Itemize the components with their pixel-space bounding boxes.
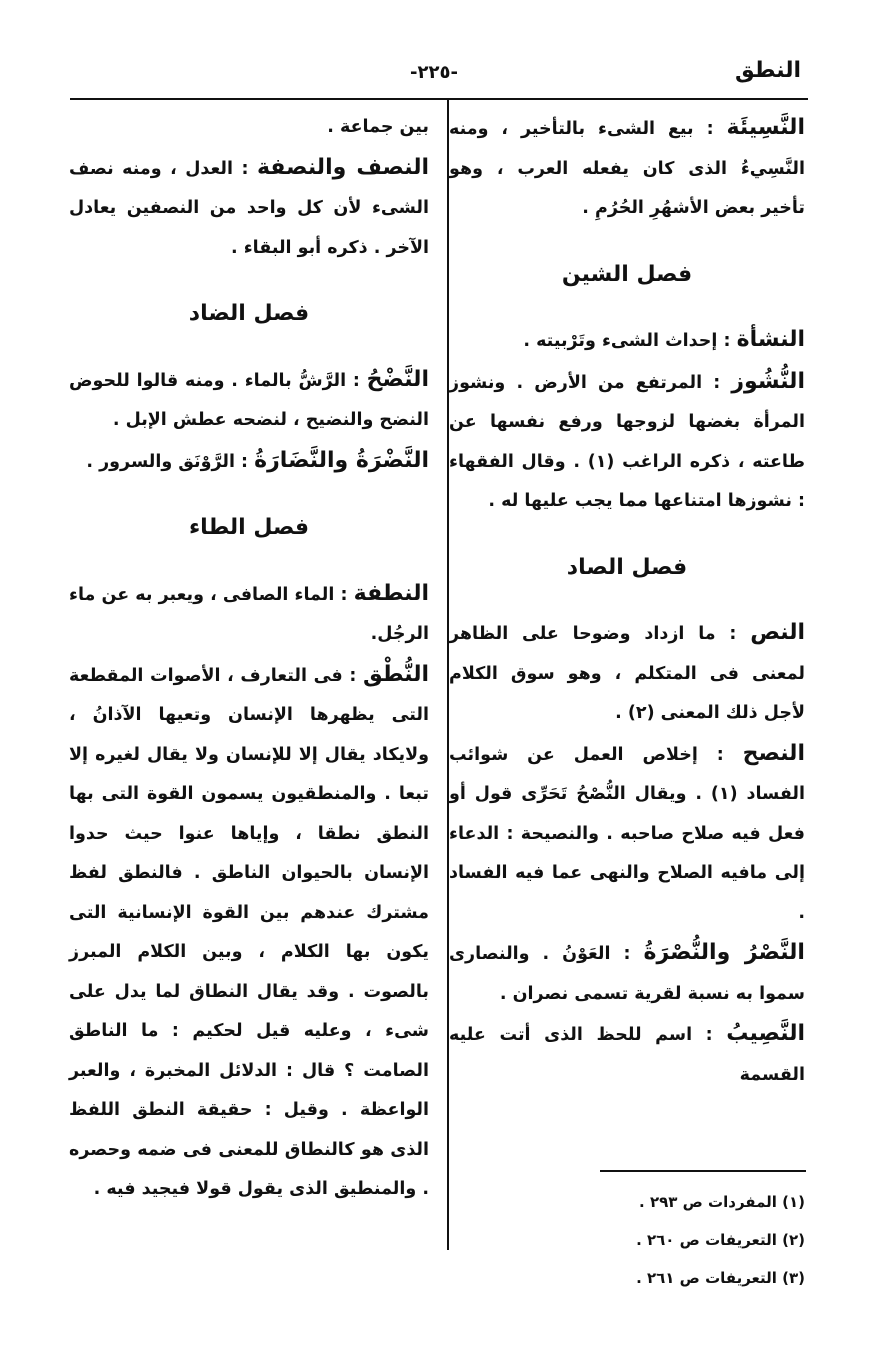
entry-text: : الرَّوْنَق والسرور . (86, 451, 255, 472)
left-column (69, 108, 429, 1210)
entry-term: النَّضْرَةُ والنَّضَارَةُ (254, 447, 429, 473)
entry-text: : العَوْنُ . والنصارى سموا به نسبة لقرية تسمى نصران . (449, 944, 805, 1004)
footnotes (465, 1183, 805, 1297)
footnote-rule (600, 1170, 806, 1172)
entry-text: : اسم للحظ الذى أتت عليه القسمة (449, 1025, 805, 1085)
entry-nasia (449, 108, 805, 229)
entry-text: : بيع الشىء بالتأخير ، ومنه النَّسِيءُ الذى كان يفعله العرب ، وهو تأخير بعض الأشهُرِ الحُرُمِ . (449, 119, 805, 218)
entry-text: : إخلاص العمل عن شوائب الفساد (١) . ويقال النُّصْحُ تَحَرِّى قول أو فعل فيه صلاح صاحبه . والنصيحة : الدعاء إلى مافيه الصلاح والنهى عما فيه الفساد . (449, 744, 805, 923)
entry-text: : الرَّشُّ بالماء . ومنه قالوا للحوض النضح والنضيح ، لنضحه عطش الإبل . (69, 370, 429, 430)
footnote: (٢) التعريفات ص ٢٦٠ . (636, 1231, 805, 1249)
header-rule (70, 98, 808, 100)
entry-nutfa (69, 574, 429, 655)
entry-term: النطفة (353, 580, 429, 606)
footnote: (١) المفردات ص ٢٩٣ . (639, 1193, 805, 1211)
entry-nush (449, 734, 805, 934)
section-heading-taa: فصل الطاء (188, 515, 310, 540)
entry-nashaa (449, 320, 805, 362)
entry-text: : الماء الصافى ، ويعبر به عن ماء الرجُل. (69, 584, 429, 644)
entry-term: النُّطْق (362, 661, 429, 687)
entry-nushuz (449, 362, 805, 522)
entry-nass (449, 613, 805, 734)
entry-term: النص (750, 620, 805, 645)
entry-term: النصف والنصفة (256, 154, 429, 180)
continued-text: بين جماعة . (327, 117, 429, 137)
page-number: -٢٢٥- (410, 62, 458, 83)
section-heading-dad: فصل الضاد (188, 301, 310, 326)
entry-term: النَّصْرُ والنُّصْرَةُ (643, 940, 805, 965)
section-heading-sad: فصل الصاد (566, 554, 688, 580)
entry-nisf (69, 148, 429, 269)
entry-term: النَّصِيبُ (726, 1021, 805, 1046)
section-heading-shin: فصل الشين (561, 261, 693, 287)
entry-nasr (449, 933, 805, 1014)
running-header-title: النطق (734, 58, 801, 83)
entry-nutq (69, 655, 429, 1210)
entry-term: النشأة (736, 327, 805, 352)
entry-text: : العدل ، ومنه نصف الشىء لأن كل واحد من النصفين يعادل الآخر . ذكره أبو البقاء . (69, 158, 429, 258)
entry-text: : ما ازداد وضوحا على الظاهر لمعنى فى المتكلم ، وهو سوق الكلام لأجل ذلك المعنى (٢) . (449, 624, 805, 723)
right-column (449, 108, 805, 1095)
entry-nadh (69, 360, 429, 441)
entry-text: : المرتفع من الأرض . ونشوز المرأة بغضها لزوجها ورفع نفسها عن طاعته ، ذكره الراغب (١) . وقال الفقهاء : نشوزها امتناعها مما يجب عليها له . (449, 372, 805, 511)
entry-nasib (449, 1014, 805, 1095)
entry-text: : فى التعارف ، الأصوات المقطعة التى يظهرها الإنسان وتعيها الآذانُ ، ولايكاد يقال إلا للإنسان ولا يقال لغيره إلا تبعا . والمنطقيون يسمون القوة التى بها النطق نطقا ، وإياها عنوا حيث حدوا الإنسان بالحيوان الناطق . فالنطق لفظ مشترك عندهم بين القوة الإنسانية التى يكون بها الكلام ، وبين الكلام المبرز بالصوت . وقد يقال النطاق لما يدل على شىء ، وعليه قيل لحكيم : ما الناطق الصامت ؟ قال : الدلائل المخبرة ، والعبر الواعظة . وقيل : حقيقة النطق اللفظ الذى هو كالنطاق للمعنى فى ضمه وحصره . والمنطيق الذى يقول قولا فيجيد فيه . (69, 665, 429, 1199)
entry-term: النَّسِيئَة (726, 115, 805, 140)
entry-term: النَّضْحُ (366, 366, 429, 392)
entry-term: النُّشُوز (731, 368, 805, 394)
entry-text: : إحداث الشىء وتَرْبيته . (523, 331, 737, 351)
footnote: (٣) التعريفات ص ٢٦١ . (636, 1269, 805, 1287)
entry-term: النصح (742, 740, 805, 766)
entry-nadra (69, 441, 429, 483)
